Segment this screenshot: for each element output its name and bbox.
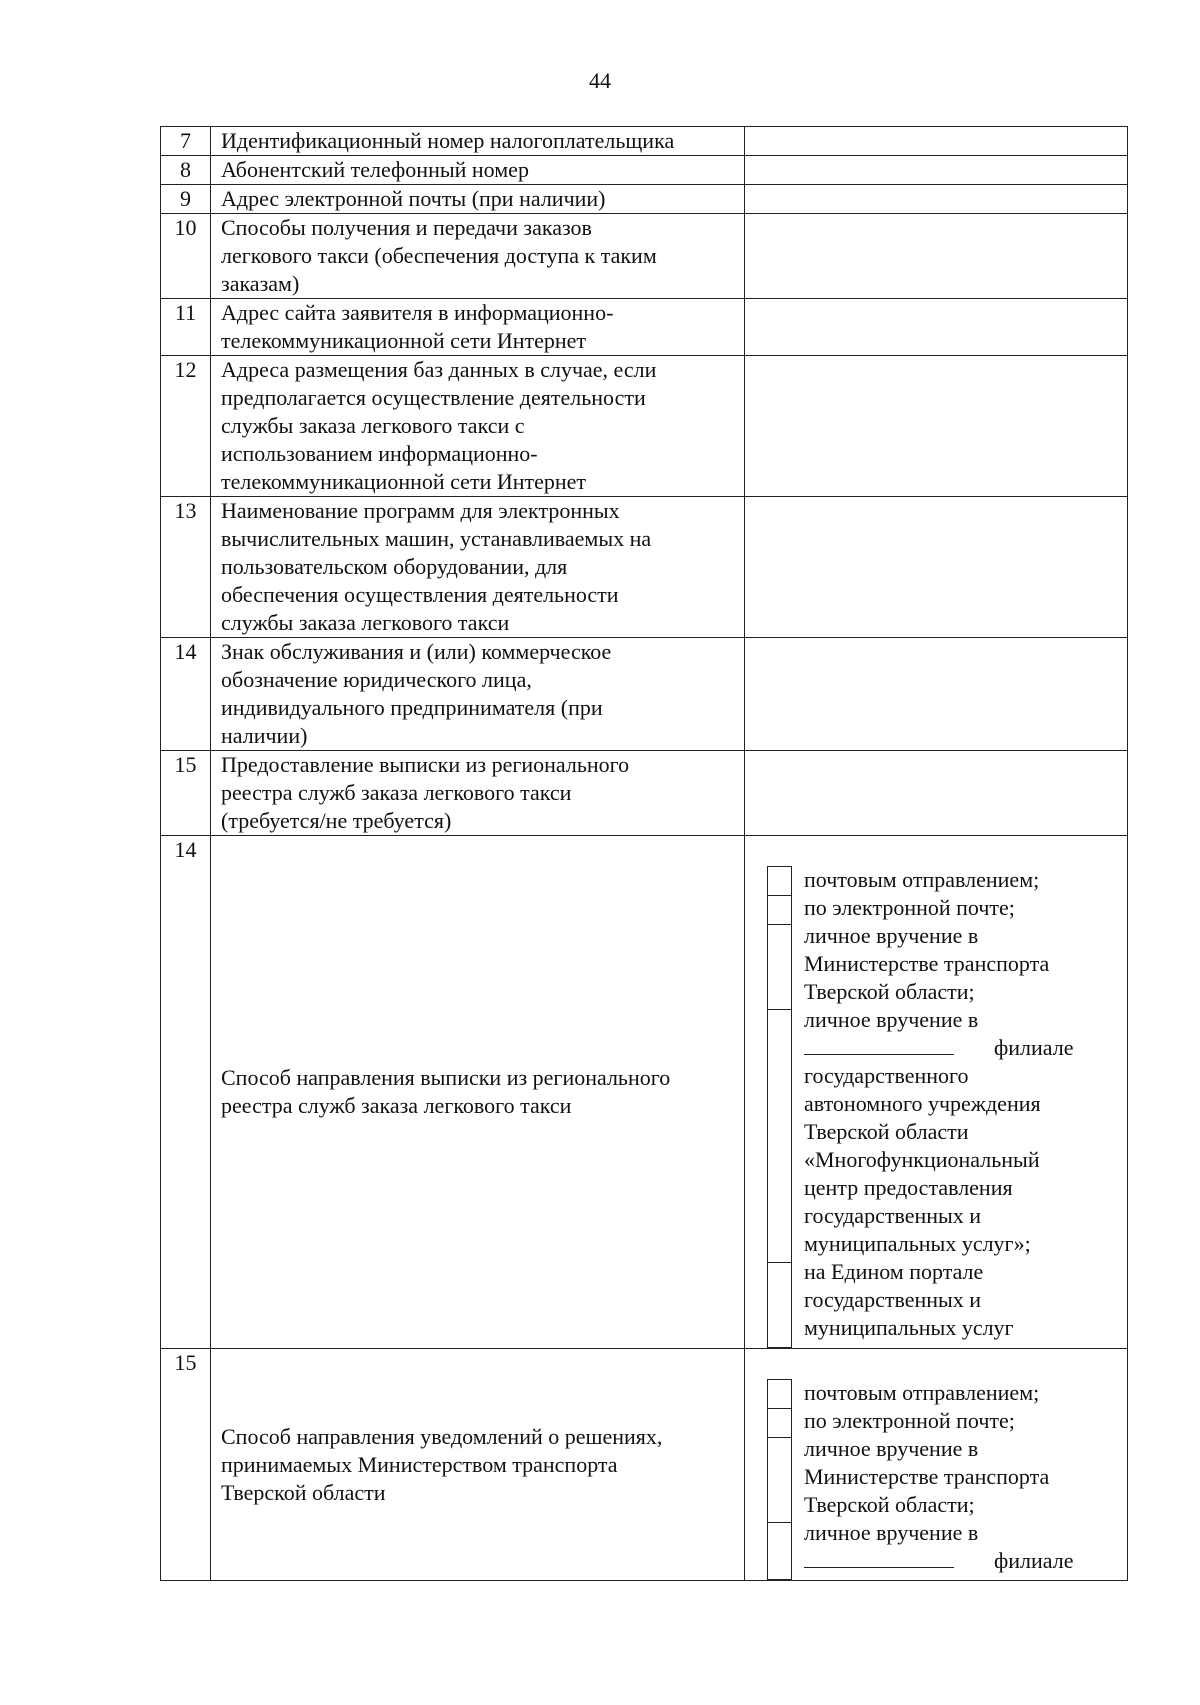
row-value-field[interactable] — [745, 356, 1128, 497]
row-label: Абонентский телефонный номер — [211, 156, 745, 185]
row-number: 10 — [161, 214, 211, 299]
row-label: Предоставление выписки из регионального реестра служб заказа легкового такси (требуется/не требуется) — [211, 751, 745, 836]
row-label: Знак обслуживания и (или) коммерческое обозначение юридического лица, индивидуального предпринимателя (при наличии) — [211, 638, 745, 751]
row-label: Способы получения и передачи заказов легкового такси (обеспечения доступа к таким заказам) — [211, 214, 745, 299]
table-row — [161, 299, 1128, 356]
row-number: 12 — [161, 356, 211, 497]
row-label: Адреса размещения баз данных в случае, если предполагается осуществление деятельности службы заказа легкового такси с использованием информационно- телекоммуникационной сети Интернет — [211, 356, 745, 497]
row-number: 9 — [161, 185, 211, 214]
row-label: Идентификационный номер налогоплательщика — [211, 127, 745, 156]
row-value-field[interactable] — [745, 185, 1128, 214]
options-text: почтовым отправлением; по электронной почте; личное вручение в Министерстве транспорта Тверской области; личное вручение в филиале — [804, 1380, 1074, 1573]
row-label: Адрес сайта заявителя в информационно- телекоммуникационной сети Интернет — [211, 299, 745, 356]
checkbox-mail[interactable] — [768, 867, 791, 896]
row-value-field[interactable] — [745, 497, 1128, 638]
row-number: 15 — [161, 1349, 211, 1581]
checkbox-portal[interactable] — [768, 1263, 791, 1347]
checkbox-mfc[interactable] — [768, 1523, 791, 1579]
row-label: Адрес электронной почты (при наличии) — [211, 185, 745, 214]
table-row — [161, 497, 1128, 638]
page-number: 44 — [589, 68, 611, 93]
row-value-field[interactable] — [745, 214, 1128, 299]
table-row — [161, 156, 1128, 185]
checkbox-column — [767, 866, 792, 1348]
row-value-field[interactable] — [745, 751, 1128, 836]
table-row-extract-delivery — [161, 836, 1128, 1349]
row-number: 14 — [161, 836, 211, 1349]
table-row-notice-delivery — [161, 1349, 1128, 1581]
table-row — [161, 127, 1128, 156]
row-number: 13 — [161, 497, 211, 638]
row-number: 14 — [161, 638, 211, 751]
table-row — [161, 356, 1128, 497]
table-row — [161, 214, 1128, 299]
row-label: Способ направления выписки из регионального реестра служб заказа легкового такси — [211, 836, 745, 1349]
delivery-options — [745, 836, 1128, 1349]
row-number: 8 — [161, 156, 211, 185]
row-value-field[interactable] — [745, 156, 1128, 185]
application-form-table — [160, 126, 1128, 1581]
delivery-options — [745, 1349, 1128, 1581]
checkbox-ministry[interactable] — [768, 925, 791, 1010]
checkbox-mfc[interactable] — [768, 1010, 791, 1263]
checkbox-column — [767, 1379, 792, 1580]
row-value-field[interactable] — [745, 638, 1128, 751]
row-value-field[interactable] — [745, 127, 1128, 156]
checkbox-mail[interactable] — [768, 1380, 791, 1409]
row-label: Способ направления уведомлений о решениях, принимаемых Министерством транспорта Тверской области — [211, 1349, 745, 1581]
branch-blank-line[interactable] — [804, 1036, 954, 1055]
table-row — [161, 638, 1128, 751]
table-row — [161, 751, 1128, 836]
checkbox-email[interactable] — [768, 1409, 791, 1438]
row-number: 15 — [161, 751, 211, 836]
options-text: почтовым отправлением; по электронной почте; личное вручение в Министерстве транспорта Тверской области; личное вручение в филиале государственного автономного учреждения Тверской области «Многофункциональный центр предоставления государственных и муниципальных услуг»; на Едином портале государственных и муниципальных услуг — [804, 867, 1074, 1340]
row-number: 11 — [161, 299, 211, 356]
row-label: Наименование программ для электронных вычислительных машин, устанавливаемых на пользовательском оборудовании, для обеспечения осуществления деятельности службы заказа легкового такси — [211, 497, 745, 638]
branch-blank-line[interactable] — [804, 1549, 954, 1568]
checkbox-email[interactable] — [768, 896, 791, 925]
table-row — [161, 185, 1128, 214]
checkbox-ministry[interactable] — [768, 1438, 791, 1523]
row-value-field[interactable] — [745, 299, 1128, 356]
row-number: 7 — [161, 127, 211, 156]
